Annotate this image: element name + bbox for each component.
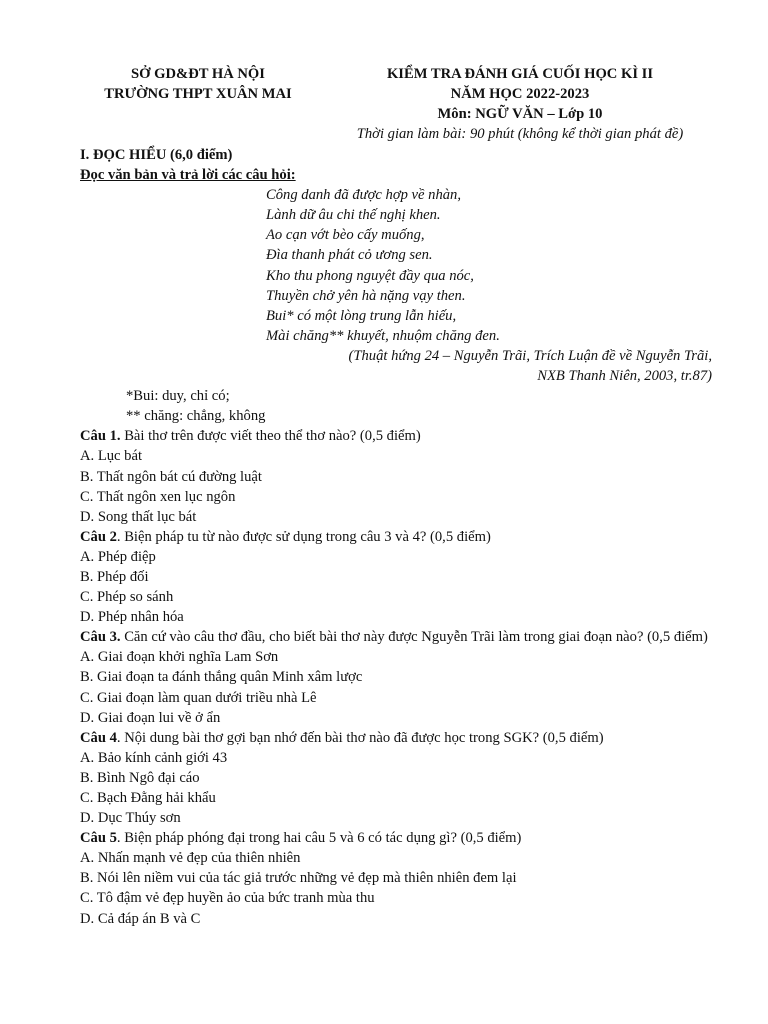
question-3 <box>80 627 720 727</box>
question-2 <box>80 527 720 627</box>
answer-option: A. Giai đoạn khởi nghĩa Lam Sơn <box>80 649 279 666</box>
answer-option: C. Tô đậm vẻ đẹp huyền ảo của bức tranh mùa thu <box>80 890 375 907</box>
question-4 <box>80 728 720 828</box>
answer-option: D. Song thất lục bát <box>80 508 197 525</box>
footnote: *Bui: duy, chỉ có; <box>126 388 230 405</box>
poem-line: Mài chăng** khuyết, nhuộm chăng đen. <box>266 327 500 344</box>
poem-line: Bui* có một lòng trung lẫn hiếu, <box>266 307 457 324</box>
question-text: . Biện pháp phóng đại trong hai câu 5 và 6 có tác dụng gì? (0,5 điểm) <box>116 830 522 847</box>
question-number: Câu 4 <box>80 729 117 746</box>
poem-line: Ao cạn vớt bèo cấy muống, <box>266 227 425 244</box>
answer-option: A. Bảo kính cảnh giới 43 <box>80 749 228 766</box>
footnote: ** chăng: chẳng, không <box>126 408 266 425</box>
question-number: Câu 3. <box>80 629 121 646</box>
poem-block <box>80 185 720 386</box>
footnotes <box>80 386 720 426</box>
question-5 <box>80 828 720 928</box>
answer-option: B. Thất ngôn bát cú đường luật <box>80 468 262 485</box>
answer-option: C. Giai đoạn làm quan dưới triều nhà Lê <box>80 689 317 706</box>
poem-line: Công danh đã được hợp về nhàn, <box>266 187 461 204</box>
question-text: . Biện pháp tu từ nào được sử dụng trong câu 3 và 4? (0,5 điểm) <box>116 528 491 545</box>
answer-option: A. Phép điệp <box>80 548 156 565</box>
answer-option: C. Bạch Đằng hải khẩu <box>80 790 216 806</box>
answer-option: B. Bình Ngô đại cáo <box>80 769 200 786</box>
poem-source-publisher: NXB Thanh Niên, 2003, tr.87) <box>537 368 712 385</box>
exam-title: KIỂM TRA ĐÁNH GIÁ CUỐI HỌC KÌ II <box>386 66 654 82</box>
answer-option: B. Phép đối <box>80 568 149 585</box>
answer-option: A. Lục bát <box>80 448 143 465</box>
answer-option: B. Giai đoạn ta đánh thắng quân Minh xâm lược <box>80 669 363 686</box>
poem-line: Đìa thanh phát cỏ ương sen. <box>266 247 433 264</box>
question-text: . Nội dung bài thơ gợi bạn nhớ đến bài thơ nào đã được học trong SGK? (0,5 điểm) <box>116 729 604 746</box>
section-instruction: Đọc văn bản và trả lời các câu hỏi: <box>80 167 296 184</box>
question-number: Câu 1. <box>80 428 121 445</box>
school-name: TRƯỜNG THPT XUÂN MAI <box>104 86 292 102</box>
answer-option: C. Thất ngôn xen lục ngôn <box>80 488 236 505</box>
exam-body <box>80 145 720 929</box>
exam-info <box>330 64 710 144</box>
answer-option: A. Nhấn mạnh vẻ đẹp của thiên nhiên <box>80 850 301 867</box>
poem-line: Lành dữ âu chi thế nghị khen. <box>266 207 441 224</box>
answer-option: D. Dục Thúy sơn <box>80 810 181 827</box>
question-number: Câu 5 <box>80 830 117 847</box>
question-text: Bài thơ trên được viết theo thể thơ nào? (0,5 điểm) <box>120 428 421 445</box>
poem-line: Thuyền chở yên hà nặng vạy then. <box>266 287 466 304</box>
school-year: NĂM HỌC 2022-2023 <box>450 86 590 102</box>
answer-option: D. Giai đoạn lui về ở ẩn <box>80 709 221 726</box>
school-info <box>80 64 316 104</box>
section-title: I. ĐỌC HIỂU (6,0 điểm) <box>80 147 233 163</box>
poem-source: (Thuật hứng 24 – Nguyễn Trãi, Trích Luận đề về Nguyễn Trãi, <box>348 347 712 364</box>
subject-line: Môn: NGỮ VĂN – Lớp 10 <box>437 106 603 122</box>
answer-option: D. Cả đáp án B và C <box>80 910 201 927</box>
document-header <box>0 64 768 154</box>
poem-line: Kho thu phong nguyệt đầy qua nóc, <box>266 267 474 284</box>
answer-option: C. Phép so sánh <box>80 589 174 606</box>
question-1 <box>80 426 720 526</box>
department-name: SỞ GD&ĐT HÀ NỘI <box>131 66 265 82</box>
time-allowed: Thời gian làm bài: 90 phút (không kể thời gian phát đề) <box>356 126 684 142</box>
answer-option: D. Phép nhân hóa <box>80 609 184 626</box>
answer-option: B. Nói lên niềm vui của tác giả trước những vẻ đẹp mà thiên nhiên đem lại <box>80 870 517 887</box>
question-number: Câu 2 <box>80 528 117 545</box>
question-text: Căn cứ vào câu thơ đầu, cho biết bài thơ này được Nguyễn Trãi làm trong giai đoạn nào? (0,5 điểm) <box>120 629 708 646</box>
